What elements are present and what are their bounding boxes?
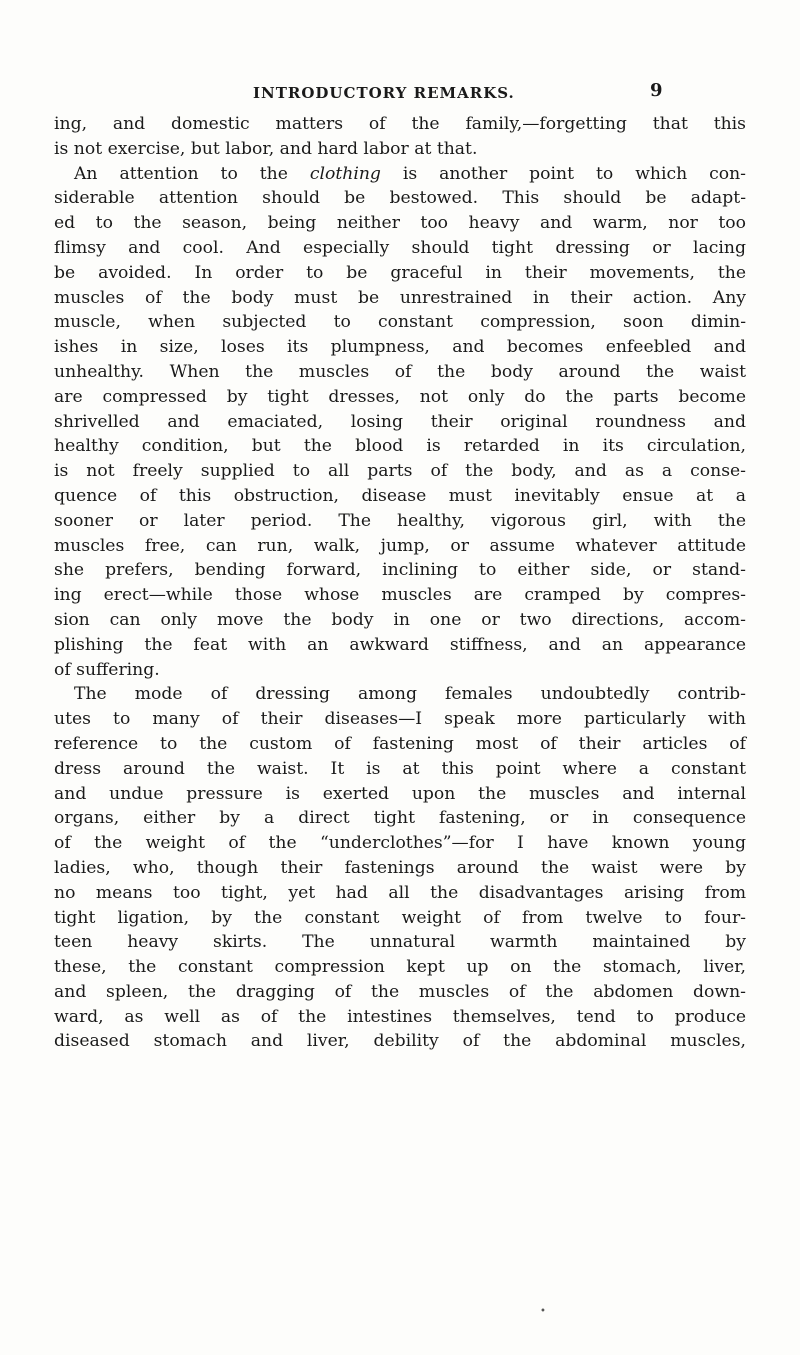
text-line: of the weight of the “underclothes”—for I have known young: [54, 833, 746, 854]
text-line: of suffering.: [54, 659, 160, 680]
italic-word: clothing: [309, 163, 381, 184]
text-line: muscle, when subjected to constant compression, soon dimin-: [54, 312, 746, 333]
text-fragment: is another point to which con-: [380, 163, 746, 184]
text-line: ed to the season, being neither too heavy and warm, nor too: [54, 213, 746, 234]
text-line: muscles of the body must be unrestrained in their action. Any: [54, 287, 746, 308]
text-line: organs, either by a direct tight fastening, or in consequence: [54, 808, 746, 829]
body-text: [54, 112, 746, 1054]
text-line: diseased stomach and liver, debility of the abdominal muscles,: [54, 1031, 746, 1052]
text-line: is not freely supplied to all parts of the body, and as a conse-: [54, 461, 746, 482]
text-line: shrivelled and emaciated, losing their original roundness and: [54, 411, 746, 432]
text-line: The mode of dressing among females undoubtedly contrib-: [74, 684, 746, 705]
text-line: unhealthy. When the muscles of the body around the waist: [54, 361, 746, 382]
text-line: and undue pressure is exerted upon the muscles and internal: [54, 783, 746, 804]
text-line: these, the constant compression kept up on the stomach, liver,: [54, 957, 746, 978]
text-line: flimsy and cool. And especially should tight dressing or lacing: [54, 237, 746, 258]
text-line: no means too tight, yet had all the disadvantages arising from: [54, 882, 746, 903]
text-line: dress around the waist. It is at this point where a constant: [54, 758, 746, 779]
text-line: sion can only move the body in one or two directions, accom-: [54, 609, 746, 630]
text-line: quence of this obstruction, disease must inevitably ensue at a: [54, 485, 746, 506]
footer-mark: •: [540, 1306, 546, 1317]
text-line: teen heavy skirts. The unnatural warmth maintained by: [54, 932, 746, 953]
page-number: 9: [650, 80, 663, 101]
text-line: be avoided. In order to be graceful in their movements, the: [54, 262, 746, 283]
text-line: ladies, who, though their fastenings around the waist were by: [54, 857, 746, 878]
text-line: siderable attention should be bestowed. This should be adapt-: [54, 188, 746, 209]
text-line: tight ligation, by the constant weight of from twelve to four-: [54, 907, 746, 928]
text-line: ing erect—while those whose muscles are cramped by compres-: [54, 585, 746, 606]
text-line: she prefers, bending forward, inclining to either side, or stand-: [54, 560, 746, 581]
text-fragment: An attention to the: [74, 163, 310, 184]
text-line: are compressed by tight dresses, not only do the parts become: [54, 386, 746, 407]
text-line: muscles free, can run, walk, jump, or assume whatever attitude: [54, 535, 746, 556]
running-head: INTRODUCTORY REMARKS.: [253, 84, 515, 102]
text-line: healthy condition, but the blood is retarded in its circulation,: [54, 436, 746, 457]
text-line: plishing the feat with an awkward stiffness, and an appearance: [54, 634, 746, 655]
text-line: and spleen, the dragging of the muscles of the abdomen down-: [54, 981, 746, 1002]
text-line: sooner or later period. The healthy, vigorous girl, with the: [54, 510, 746, 531]
text-line: ishes in size, loses its plumpness, and becomes enfeebled and: [54, 337, 746, 358]
text-line: ing, and domestic matters of the family,—forgetting that this: [54, 114, 746, 134]
text-line: [54, 162, 746, 187]
text-line: reference to the custom of fastening most of their articles of: [54, 733, 746, 754]
text-line: ward, as well as of the intestines themselves, tend to produce: [54, 1006, 746, 1027]
text-line: is not exercise, but labor, and hard labor at that.: [54, 138, 478, 159]
text-line: utes to many of their diseases—I speak more particularly with: [54, 709, 746, 730]
